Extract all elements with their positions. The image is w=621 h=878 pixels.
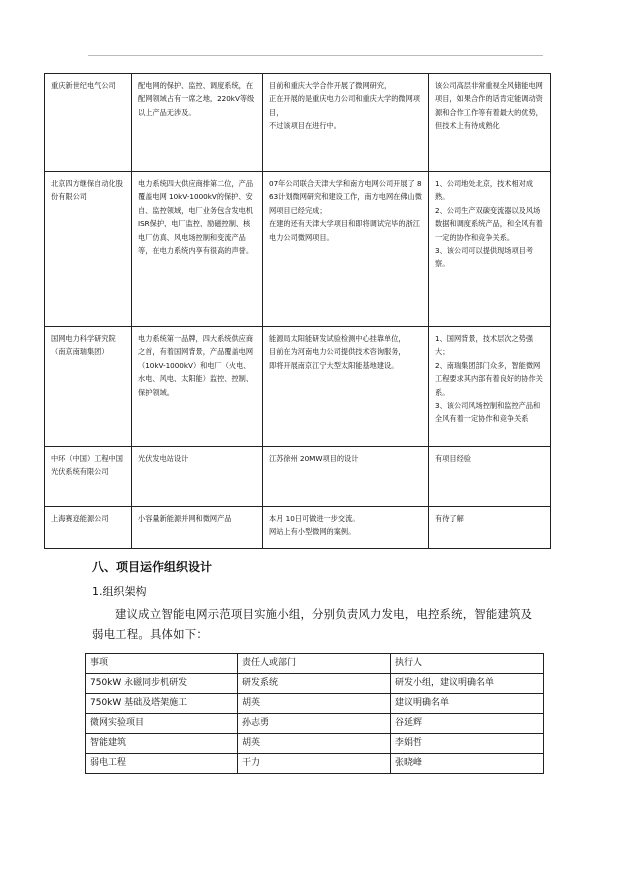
task-cell: 智能建筑 <box>86 734 238 754</box>
table-header-row <box>86 654 544 674</box>
company-name: 重庆新世纪电气公司 <box>45 74 132 172</box>
column-header: 事项 <box>86 654 238 674</box>
section-paragraph: 建议成立智能电网示范项目实施小组，分别负责风力发电，电控系统，智能建筑及弱电工程。具体如下： <box>92 607 533 641</box>
remarks: 有项目经验 <box>429 447 551 507</box>
table-row <box>45 74 551 172</box>
cooperation-status: 能源局太阳能研发试验检测中心挂靠单位， 目前在为河南电力公司提供技术咨询服务， 即将开展南京江宁大型太阳能基地建设。 <box>263 327 429 447</box>
executor-cell: 谷延辉 <box>391 714 544 734</box>
business-scope: 配电网的保护、监控、调度系统，在配网领域占有一席之地，220kV等级以上产品无涉及。 <box>132 74 263 172</box>
remarks: 1、公司地处北京，技术相对成熟。 2、公司生产双碳变流器以及风场数据和调度系统产品，和全风有着一定的协作和竞争关系。 3、该公司可以提供现场项目考察。 <box>429 172 551 327</box>
owner-cell: 孙志勇 <box>238 714 391 734</box>
section-title: 八、项目运作组织设计 <box>92 560 213 574</box>
business-scope: 电力系统第一品牌，四大系统供应商之首，有着国网背景，产品覆盖电网（10kV-1000kV）和电厂（火电、水电、风电、太阳能）监控、控制、保护领域。 <box>132 327 263 447</box>
team-table <box>85 653 544 774</box>
table-row <box>86 714 544 734</box>
owner-cell: 干力 <box>238 754 391 774</box>
cooperation-status: 目前和重庆大学合作开展了微网研究， 正在开展的是重庆电力公司和重庆大学的微网项目， 不过该项目在进行中。 <box>263 74 429 172</box>
owner-cell: 胡英 <box>238 694 391 714</box>
table-row <box>45 447 551 507</box>
executor-cell: 建议明确名单 <box>391 694 544 714</box>
task-cell: 750kW 基础及塔架施工 <box>86 694 238 714</box>
table-row <box>86 674 544 694</box>
executor-cell: 研发小组，建议明确名单 <box>391 674 544 694</box>
executor-cell: 李娟哲 <box>391 734 544 754</box>
company-name: 国网电力科学研究院（南京南瑞集团） <box>45 327 132 447</box>
executor-cell: 张晓峰 <box>391 754 544 774</box>
column-header: 执行人 <box>391 654 544 674</box>
company-name: 中环（中国）工程中国光伏系统有限公司 <box>45 447 132 507</box>
remarks: 该公司高层非常重视全风储能电网项目，如果合作的话肯定能调动资源和合作工作等有着最大的优势，但技术上有待成熟化 <box>429 74 551 172</box>
table-row <box>45 507 551 549</box>
cooperation-status: 江苏徐州 20MW项目的设计 <box>263 447 429 507</box>
business-scope: 小容量新能源并网和微网产品 <box>132 507 263 549</box>
task-cell: 微网实验项目 <box>86 714 238 734</box>
owner-cell: 胡英 <box>238 734 391 754</box>
table-row <box>86 754 544 774</box>
company-table <box>44 73 551 549</box>
business-scope: 电力系统四大供应商排第二位，产品覆盖电网 10kV-1000kV的保护、安自、监控领域，电厂业务包含发电机 ISR保护、电厂监控、励磁控制、核电厂仿真、风电场控制和变流产品等，在电力系统内享有很高的声誉。 <box>132 172 263 327</box>
table-row <box>45 172 551 327</box>
company-name: 上海赛迩能源公司 <box>45 507 132 549</box>
task-cell: 弱电工程 <box>86 754 238 774</box>
section-subtitle: 1.组织架构 <box>92 585 147 598</box>
table-row <box>45 327 551 447</box>
cooperation-status: 本月 10日可做进一步交流。 网站上有小型微网的案例。 <box>263 507 429 549</box>
table-row <box>86 734 544 754</box>
table-row <box>86 694 544 714</box>
cooperation-status: 07年公司联合天津大学和南方电网公司开展了 863计划微网研究和建设工作，南方电网在佛山微网项目已经完成； 在建的还有天津大学项目和即将调试完毕的浙江电力公司微网项目。 <box>263 172 429 327</box>
business-scope: 光伏发电站设计 <box>132 447 263 507</box>
remarks: 有待了解 <box>429 507 551 549</box>
column-header: 责任人或部门 <box>238 654 391 674</box>
company-name: 北京四方继保自动化股份有限公司 <box>45 172 132 327</box>
owner-cell: 研发系统 <box>238 674 391 694</box>
remarks: 1、国网背景，技术层次之势强大； 2、南瑞集团部门众多，智能微网工程要求其内部有着良好的协作关系。 3、该公司风场控制和监控产品和全风有着一定协作和竞争关系 <box>429 327 551 447</box>
task-cell: 750kW 永磁同步机研发 <box>86 674 238 694</box>
page-header-rule <box>88 55 543 56</box>
